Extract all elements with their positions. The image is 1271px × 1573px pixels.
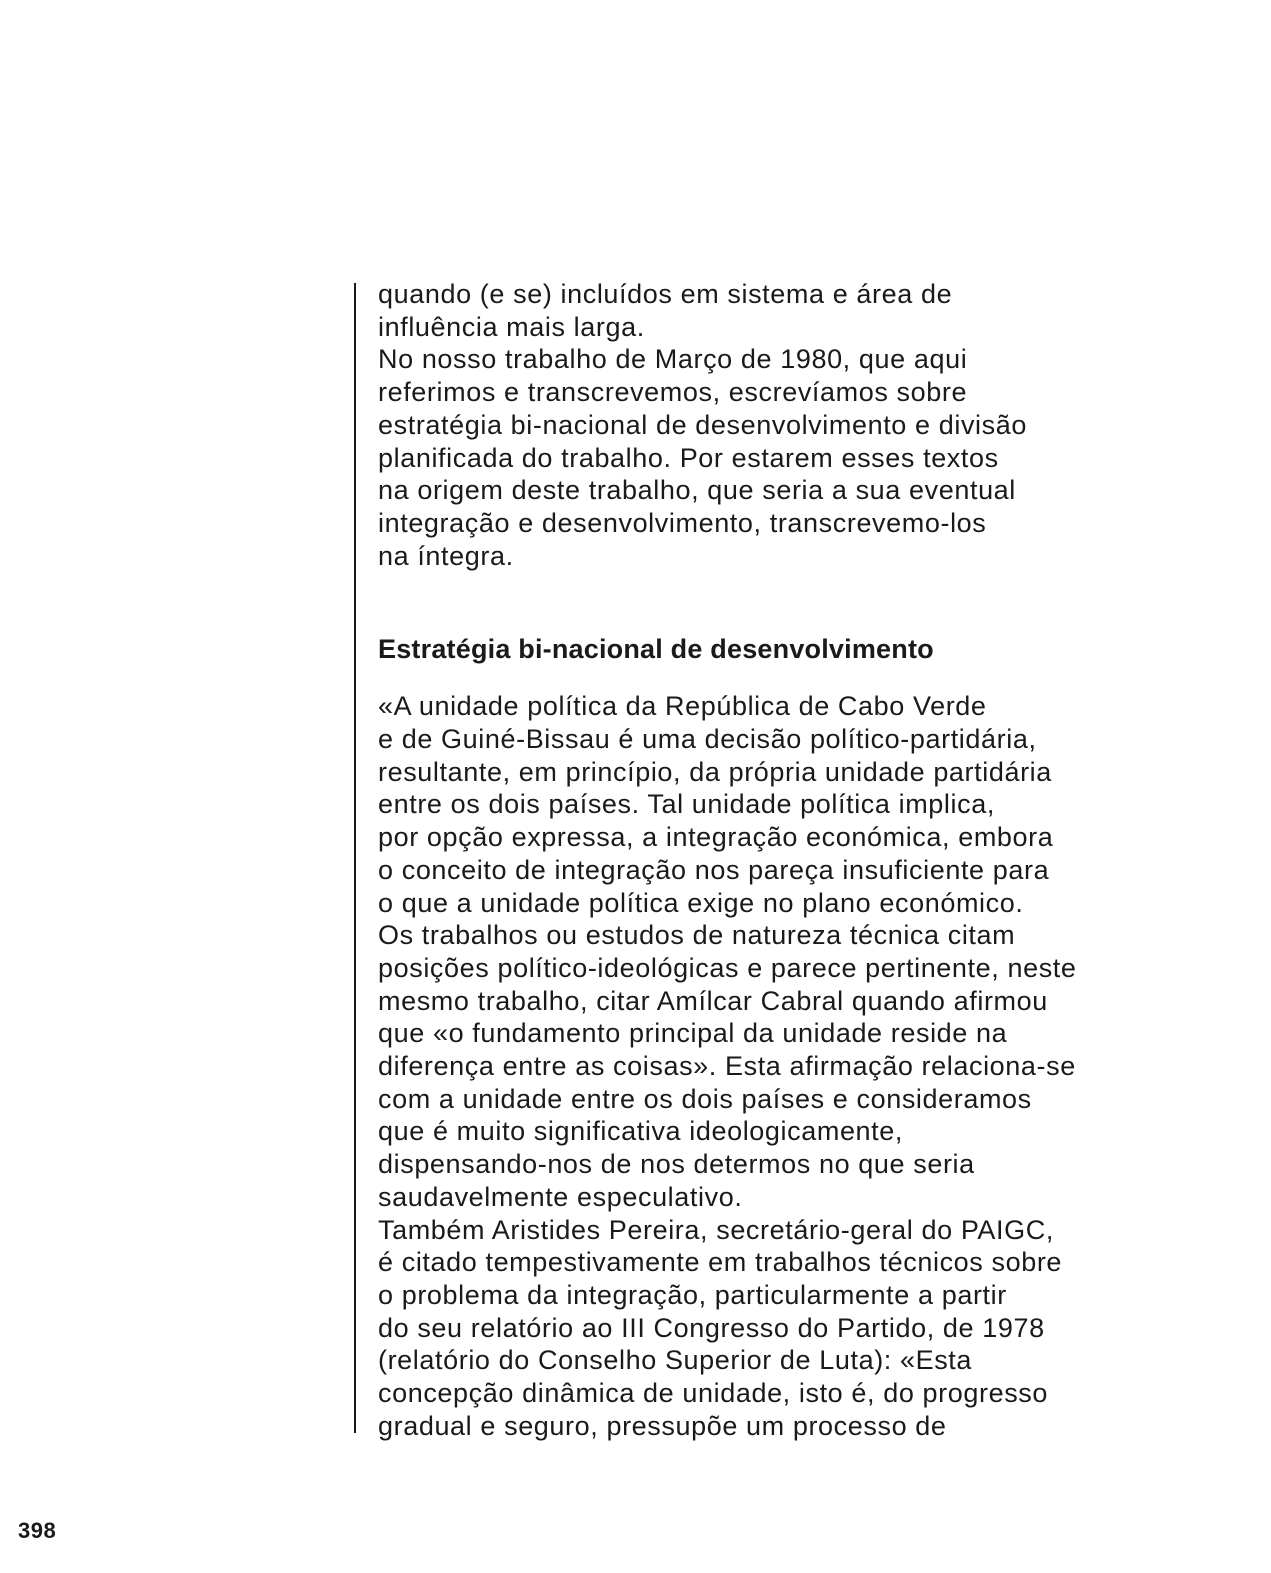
text-line: entre os dois países. Tal unidade política implica, [378, 789, 995, 820]
page-number: 398 [18, 1518, 57, 1543]
text-line: (relatório do Conselho Superior de Luta): «Esta [378, 1345, 973, 1376]
section-heading: Estratégia bi-nacional de desenvolvimento [378, 634, 934, 665]
text-line: integração e desenvolvimento, transcrevemo-los [378, 507, 987, 538]
margin-rule [354, 283, 356, 1433]
text-line: influência mais larga. [378, 311, 645, 342]
text-line: o problema da integração, particularmente a partir [378, 1279, 1007, 1310]
text-line: planificada do trabalho. Por estarem esses textos [378, 442, 999, 473]
text-line: estratégia bi-nacional de desenvolvimento e divisão [378, 409, 1027, 440]
text-line: mesmo trabalho, citar Amílcar Cabral quando afirmou [378, 985, 1048, 1016]
text-line: Também Aristides Pereira, secretário-geral do PAIGC, [378, 1214, 1054, 1245]
text-line: saudavelmente especulativo. [378, 1181, 743, 1212]
text-column [378, 278, 1238, 1443]
text-line: o que a unidade política exige no plano económico. [378, 887, 1024, 918]
text-line: que é muito significativa ideologicamente, [378, 1116, 903, 1147]
text-line: do seu relatório ao III Congresso do Partido, de 1978 [378, 1312, 1045, 1343]
text-line: No nosso trabalho de Março de 1980, que aqui [378, 344, 968, 375]
text-line: resultante, em princípio, da própria unidade partidária [378, 756, 1052, 787]
text-line: Os trabalhos ou estudos de natureza técnica citam [378, 920, 1016, 951]
paragraph-intro [378, 278, 1238, 572]
text-line: na íntegra. [378, 540, 514, 571]
text-line: posições político-ideológicas e parece pertinente, neste [378, 952, 1077, 983]
text-line: gradual e seguro, pressupõe um processo de [378, 1410, 947, 1441]
text-line: «A unidade política da República de Cabo Verde [378, 691, 987, 722]
text-line: é citado tempestivamente em trabalhos técnicos sobre [378, 1247, 1063, 1278]
text-line: concepção dinâmica de unidade, isto é, do progresso [378, 1378, 1049, 1409]
text-line: dispensando-nos de nos determos no que seria [378, 1149, 975, 1180]
text-line: quando (e se) incluídos em sistema e área de [378, 279, 953, 309]
text-line: diferença entre as coisas». Esta afirmação relaciona-se [378, 1051, 1076, 1082]
text-line: o conceito de integração nos pareça insuficiente para [378, 854, 1050, 885]
text-line: que «o fundamento principal da unidade reside na [378, 1018, 1008, 1049]
text-line: com a unidade entre os dois países e consideramos [378, 1083, 1032, 1114]
paragraph-quote [378, 690, 1238, 1442]
text-line: referimos e transcrevemos, escrevíamos sobre [378, 377, 968, 408]
text-line: e de Guiné-Bissau é uma decisão político-partidária, [378, 724, 1037, 755]
text-line: por opção expressa, a integração económica, embora [378, 822, 1054, 853]
text-line: na origem deste trabalho, que seria a sua eventual [378, 475, 1016, 506]
